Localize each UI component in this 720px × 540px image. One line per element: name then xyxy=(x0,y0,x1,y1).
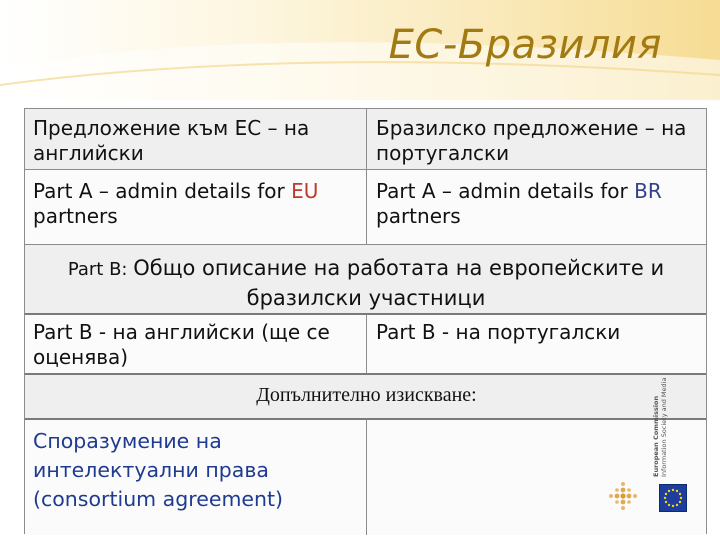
partners-text: partners xyxy=(33,204,118,228)
br-part-b: Part B - на португалски xyxy=(376,320,621,344)
partners-text: partners xyxy=(376,204,461,228)
eu-part-b: Part B - на английски (ще се оценява) xyxy=(33,320,330,369)
eu-stars-icon xyxy=(660,485,686,511)
column-divider xyxy=(366,314,367,374)
additional-requirement: Допълнително изискване: xyxy=(256,384,477,406)
comparison-table xyxy=(24,108,707,534)
row-divider xyxy=(25,244,706,245)
part-b-text: Общо описание на работата на европейските и бразилски участници xyxy=(133,256,665,310)
part-a-text: Part A – admin details for xyxy=(376,179,635,203)
column-divider xyxy=(366,109,367,244)
br-highlight: BR xyxy=(634,179,662,203)
eu-proposal-language: Предложение към ЕС – на английски xyxy=(33,116,310,165)
eu-highlight: EU xyxy=(291,179,319,203)
slide-title: ЕС-Бразилия xyxy=(388,22,662,68)
commission-name: European Commission xyxy=(652,395,660,477)
dots-logo-icon xyxy=(608,480,638,510)
column-divider xyxy=(366,419,367,535)
eu-flag-icon xyxy=(659,484,687,512)
part-b-description xyxy=(31,254,701,312)
br-proposal-language: Бразилско предложение – на португалски xyxy=(376,116,687,165)
part-b-prefix: Part B: xyxy=(67,259,134,280)
ec-logo-text xyxy=(652,372,668,477)
eu-part-a xyxy=(33,179,363,229)
consortium-agreement: Споразумение на интелектуални права (consortium agreement) xyxy=(33,429,284,511)
part-a-text: Part A – admin details for xyxy=(33,179,292,203)
br-part-a xyxy=(376,179,706,229)
directorate-name: Information Society and Media xyxy=(660,377,668,477)
